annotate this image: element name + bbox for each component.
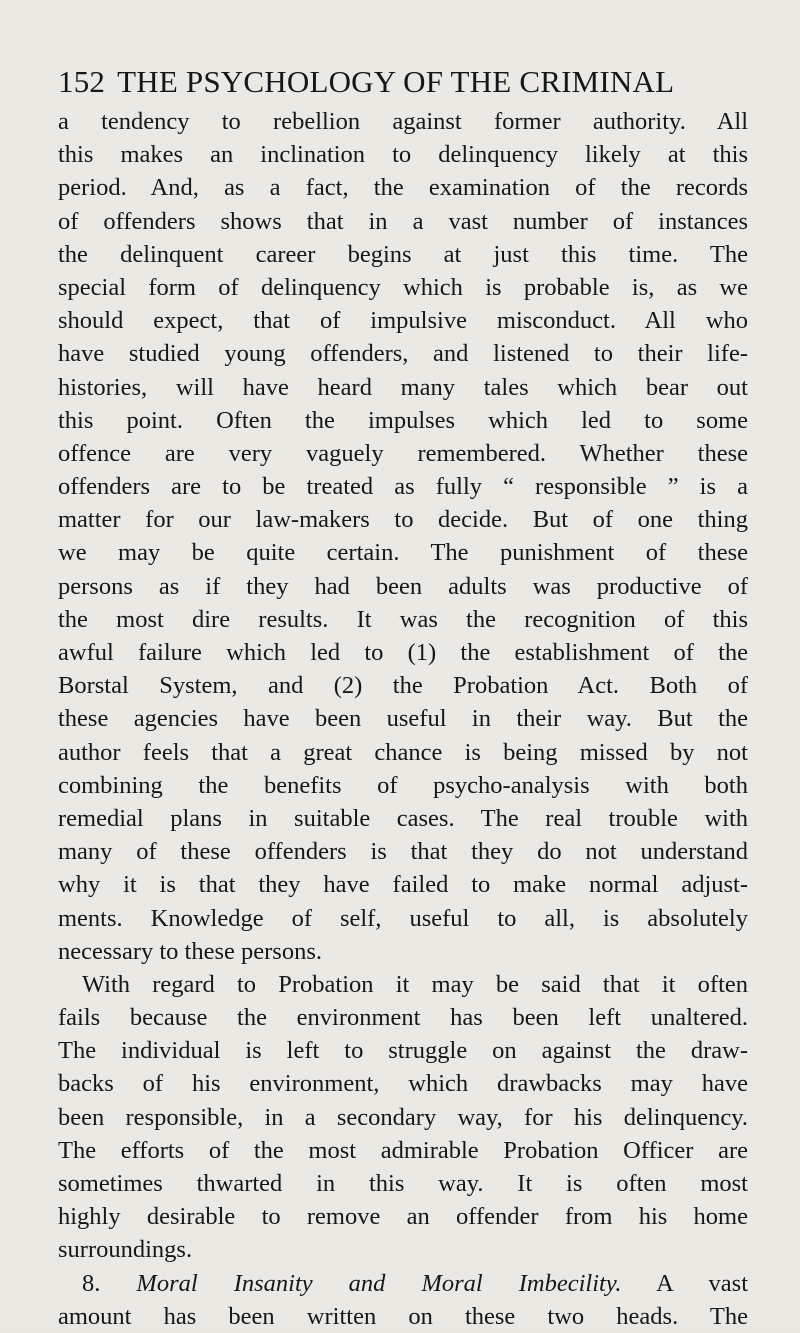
text-line: this point. Often the impulses which led to some: [58, 406, 748, 434]
text-line: sometimes thwarted in this way. It is often most: [58, 1170, 748, 1197]
section-text: A vast: [656, 1269, 748, 1297]
running-head: [58, 60, 748, 104]
body-text: [58, 105, 748, 1333]
text-line: have studied young offenders, and listened to their life-: [58, 340, 748, 368]
text-line: histories, will have heard many tales which bear out: [58, 373, 748, 401]
text-line: we may be quite certain. The punishment of these: [58, 539, 748, 567]
text-line: the most dire results. It was the recognition of this: [58, 605, 748, 633]
text-line: backs of his environment, which drawbacks may have: [58, 1070, 748, 1098]
text-line: special form of delinquency which is probable is, as we: [58, 273, 748, 301]
text-line: amount has been written on these two heads. The: [58, 1302, 748, 1330]
text-line: period. And, as a fact, the examination of the records: [58, 174, 748, 202]
text-line: The individual is left to struggle on against the draw-: [58, 1037, 748, 1065]
text-line: The efforts of the most admirable Probation Officer are: [58, 1136, 748, 1164]
text-line: the delinquent career begins at just this time. The: [58, 240, 748, 268]
text-line: awful failure which led to (1) the establishment of the: [58, 639, 748, 666]
section-number: 8.: [82, 1269, 101, 1297]
text-line: this makes an inclination to delinquency likely at this: [58, 141, 748, 169]
text-line: why it is that they have failed to make normal adjust-: [58, 871, 748, 899]
text-line: many of these offenders is that they do not understand: [58, 838, 748, 866]
text-line: a tendency to rebellion against former authority. All: [58, 108, 748, 135]
text-line: been responsible, in a secondary way, for his delinquency.: [58, 1103, 748, 1131]
text-line: of offenders shows that in a vast number of instances: [58, 207, 748, 235]
text-line: offenders are to be treated as fully “ responsible ” is a: [58, 473, 748, 501]
text-line: combining the benefits of psycho-analysis with both: [58, 771, 748, 799]
text-line: remedial plans in suitable cases. The real trouble with: [58, 804, 748, 832]
text-line: Borstal System, and (2) the Probation Act. Both of: [58, 672, 748, 700]
section-heading: Moral Insanity and Moral Imbecility.: [136, 1269, 622, 1297]
running-title: THE PSYCHOLOGY OF THE CRIMINAL: [117, 64, 675, 99]
text-line: necessary to these persons.: [58, 937, 322, 965]
text-line: matter for our law-makers to decide. But of one thing: [58, 506, 748, 534]
text-line: fails because the environment has been left unaltered.: [58, 1004, 748, 1032]
text-line: should expect, that of impulsive misconduct. All who: [58, 307, 748, 335]
text-line: highly desirable to remove an offender from his home: [58, 1203, 748, 1231]
text-line: With regard to Probation it may be said that it often: [82, 970, 748, 998]
text-line: ments. Knowledge of self, useful to all, is absolutely: [58, 904, 748, 932]
text-line: persons as if they had been adults was productive of: [58, 572, 748, 600]
text-line: author feels that a great chance is being missed by not: [58, 738, 748, 766]
text-line: offence are very vaguely remembered. Whether these: [58, 439, 748, 467]
text-line: these agencies have been useful in their way. But the: [58, 705, 748, 733]
text-line: surroundings.: [58, 1236, 193, 1264]
section-8-heading-line: [58, 1267, 748, 1300]
page-number: 152: [58, 64, 106, 99]
